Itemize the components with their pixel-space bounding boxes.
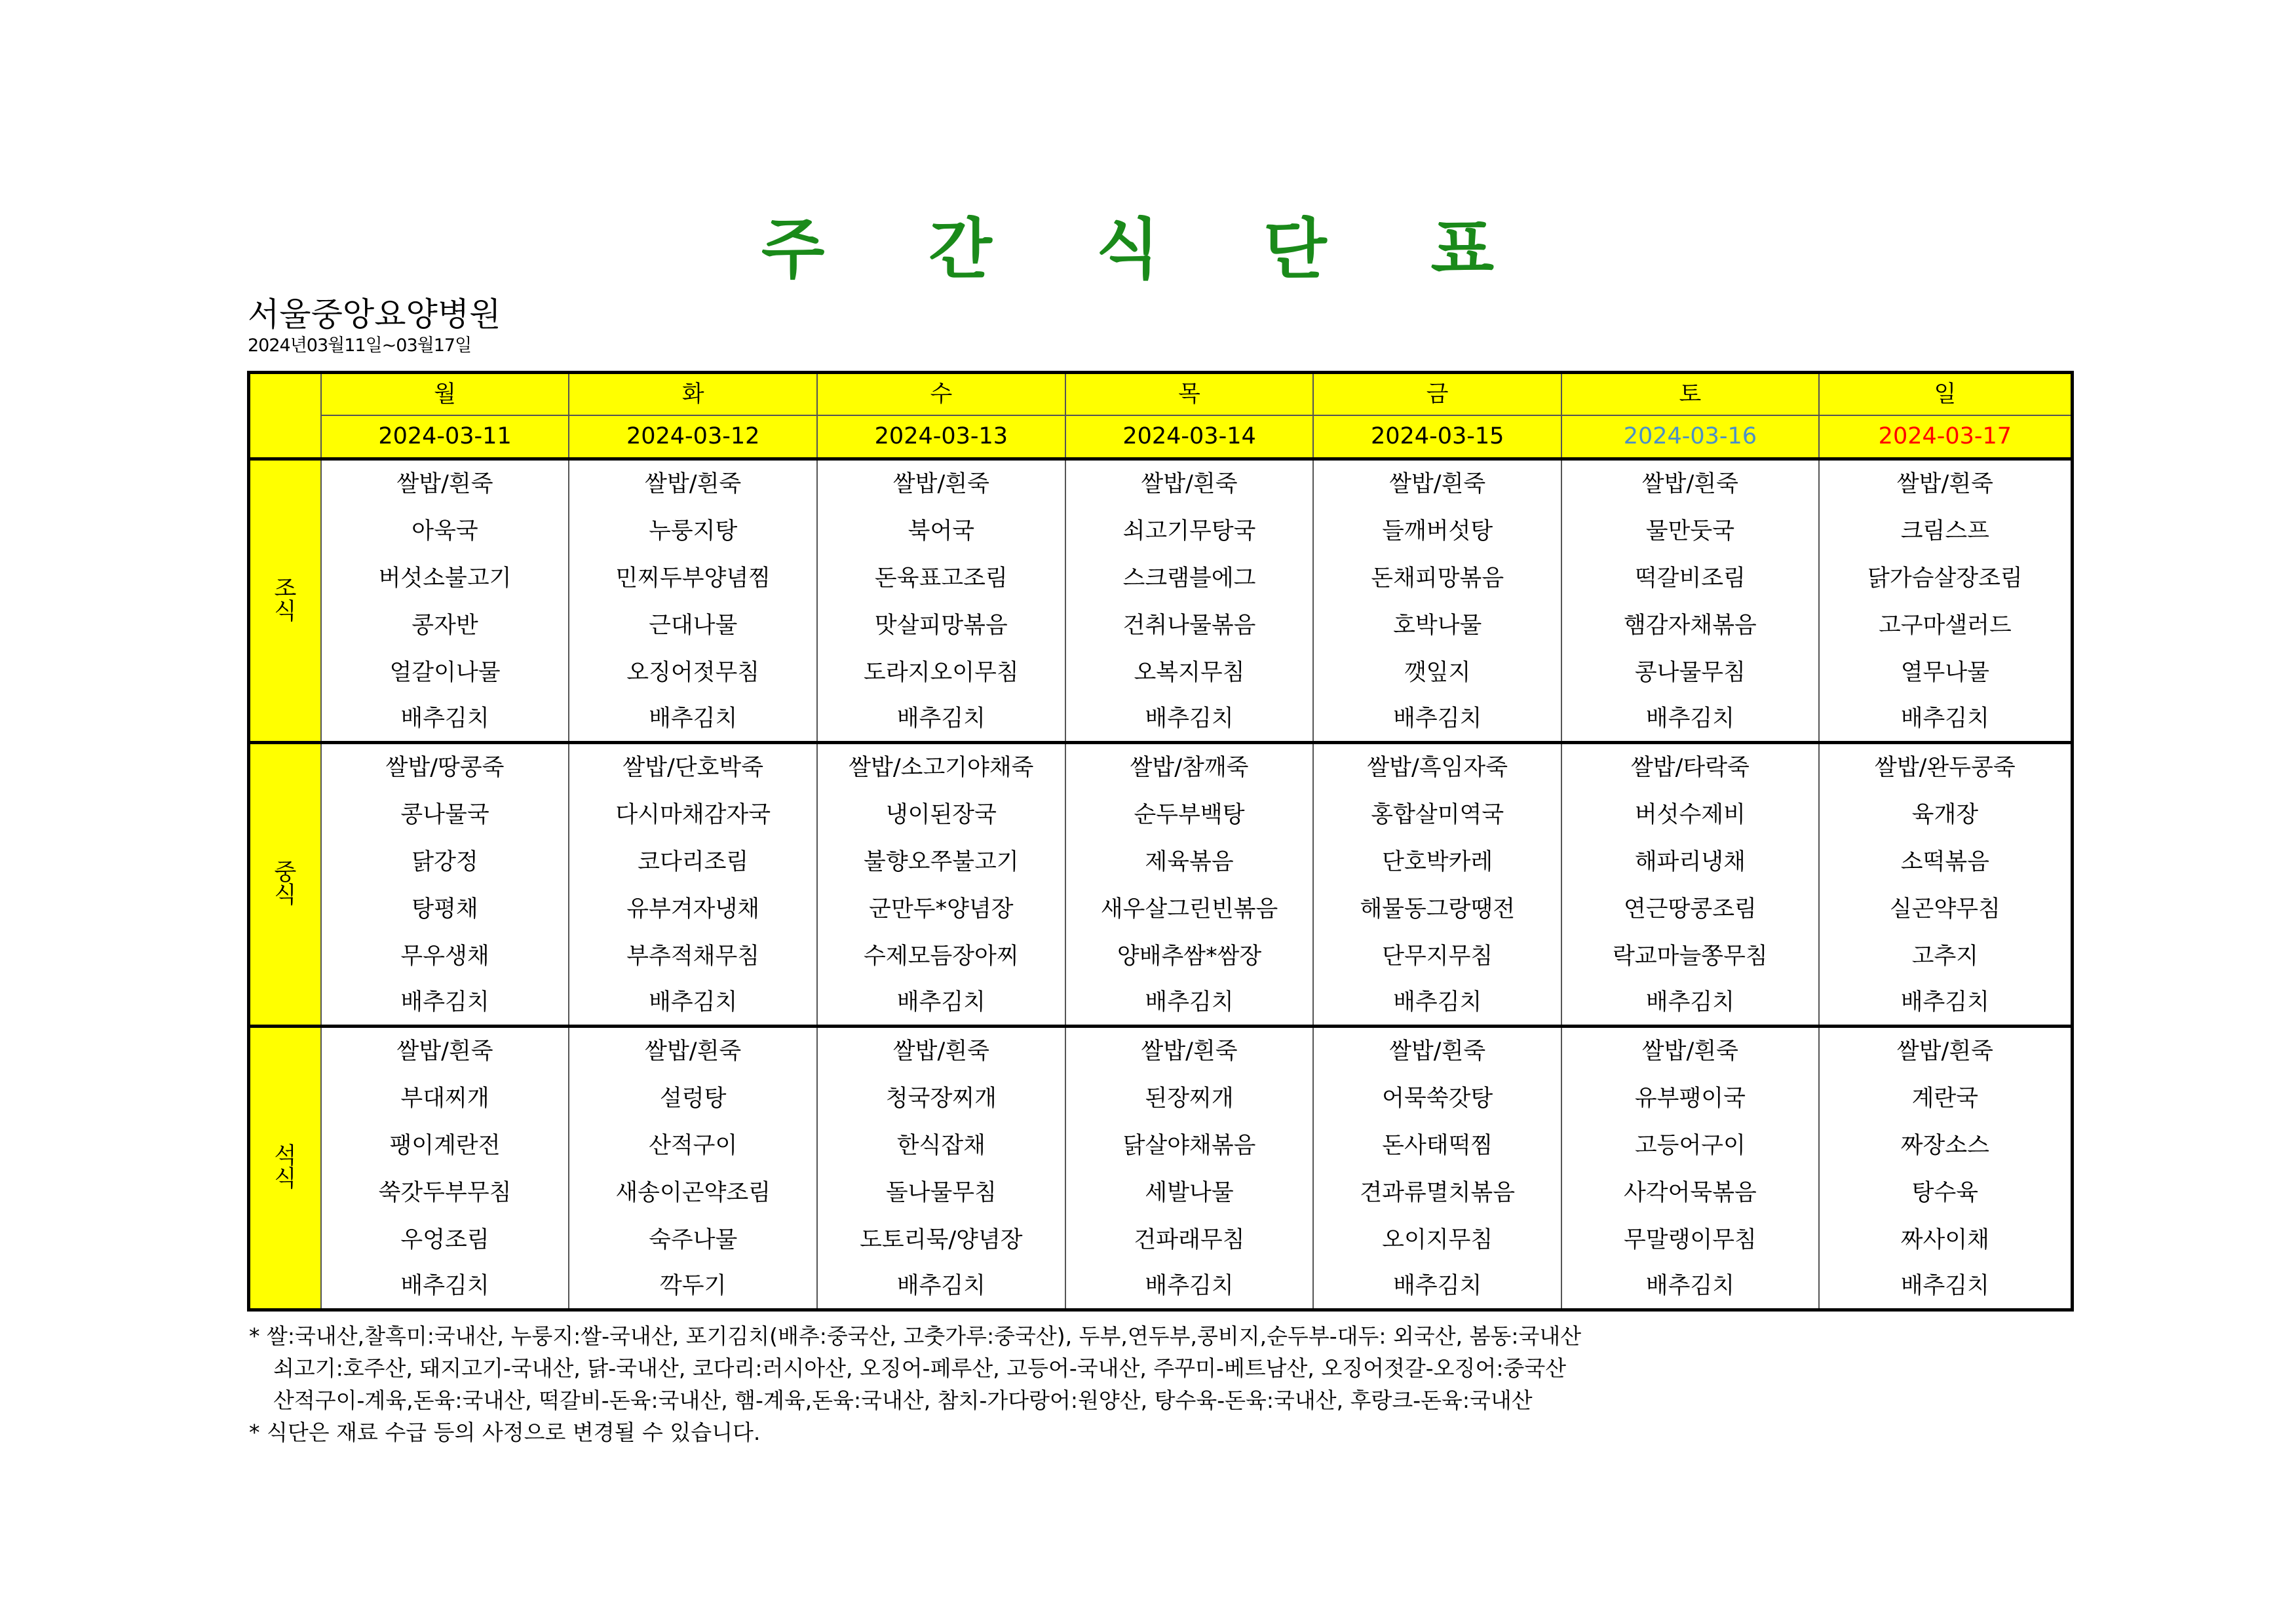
notes-section [249, 1320, 1581, 1448]
dish-item: 배추김치 [400, 989, 489, 1015]
dish-item: 쌀밥/타락죽 [1630, 754, 1750, 781]
day-sun: 일 [1819, 373, 2073, 416]
dish-item: 쌀밥/흰죽 [1641, 1038, 1738, 1065]
dish-item: 새우살그린빈볶음 [1100, 896, 1278, 922]
dinner-day-5-cell [1561, 1027, 1819, 1310]
day-sat: 토 [1561, 373, 1819, 416]
dish-item: 얼갈이나물 [389, 659, 501, 686]
dinner-day-2-cell [817, 1027, 1065, 1310]
breakfast-day-4-cell [1313, 459, 1561, 743]
dinner-label [249, 1027, 321, 1310]
dish-item: 해파리냉채 [1634, 848, 1746, 875]
day-mon: 월 [321, 373, 569, 416]
meal-label-char: 식 [274, 599, 297, 625]
dish-item: 배추김치 [896, 1272, 985, 1299]
dish-item: 버섯수제비 [1634, 801, 1746, 828]
dish-item: 산적구이 [649, 1132, 738, 1159]
note-origin-1: * 쌀:국내산,찰흑미:국내산, 누룽지:쌀-국내산, 포기김치(배추:중국산, 고춧가루:중국산), 두부,연두부,콩비지,순두부-대두: 외국산, 봄동:국내산 [249, 1323, 1582, 1349]
dish-item: 쌀밥/흰죽 [396, 1038, 493, 1065]
dinner-day-4-cell [1313, 1027, 1561, 1310]
dish-item: 배추김치 [1645, 989, 1735, 1015]
dish-item: 햄감자채볶음 [1623, 612, 1757, 639]
dish-item: 부대찌개 [400, 1085, 489, 1112]
dish-item: 배추김치 [400, 705, 489, 732]
dish-item: 누룽지탕 [649, 518, 738, 544]
dish-item: 콩자반 [411, 612, 478, 639]
dish-item: 한식잡채 [896, 1132, 985, 1159]
day-header-row [249, 373, 2073, 416]
dish-item: 쌀밥/흑임자죽 [1367, 754, 1508, 781]
dish-item: 팽이계란전 [389, 1132, 501, 1159]
date-wed: 2024-03-13 [817, 415, 1065, 459]
date-thu: 2024-03-14 [1065, 415, 1314, 459]
dish-item: 배추김치 [1145, 989, 1234, 1015]
date-sat: 2024-03-16 [1561, 415, 1819, 459]
lunch-row [249, 743, 2073, 1027]
dish-item: 배추김치 [1645, 705, 1735, 732]
lunch-day-6-cell [1819, 743, 2073, 1027]
date-fri: 2024-03-15 [1313, 415, 1561, 459]
breakfast-label [249, 459, 321, 743]
dish-item: 소떡볶음 [1900, 848, 1989, 875]
day-wed: 수 [817, 373, 1065, 416]
day-thu: 목 [1065, 373, 1314, 416]
dish-item: 락교마늘쫑무침 [1613, 943, 1768, 970]
weekly-menu-table [247, 371, 2074, 1312]
corner-cell [249, 373, 321, 459]
dish-item: 쌀밥/흰죽 [1141, 470, 1238, 497]
dish-item: 어묵쑥갓탕 [1382, 1085, 1493, 1112]
dish-item: 무우생채 [400, 943, 489, 970]
dish-item: 쌀밥/흰죽 [645, 470, 742, 497]
dish-item: 배추김치 [1393, 1272, 1482, 1299]
breakfast-row [249, 459, 2073, 743]
dish-item: 크림스프 [1900, 518, 1989, 544]
dish-item: 민찌두부양념찜 [615, 565, 771, 592]
dish-item: 돈육표고조림 [874, 565, 1008, 592]
dish-item: 부추적채무침 [626, 943, 760, 970]
dish-item: 쌀밥/흰죽 [892, 1038, 989, 1065]
dish-item: 콩나물무침 [1634, 659, 1746, 686]
dish-item: 우엉조림 [400, 1226, 489, 1253]
dish-item: 배추김치 [400, 1272, 489, 1299]
dish-item: 배추김치 [1900, 989, 1989, 1015]
dish-item: 청국장찌개 [885, 1085, 997, 1112]
note-change-notice: * 식단은 재료 수급 등의 사정으로 변경될 수 있습니다. [249, 1420, 761, 1445]
meal-label-char: 식 [274, 1166, 297, 1192]
meal-label-char: 조 [274, 576, 297, 602]
dish-item: 군만두*양념장 [869, 896, 1014, 922]
dish-item: 배추김치 [896, 989, 985, 1015]
dish-item: 무말랭이무침 [1623, 1226, 1757, 1253]
lunch-label [249, 743, 321, 1027]
dish-item: 수제모듬장아찌 [864, 943, 1019, 970]
dish-item: 된장찌개 [1145, 1085, 1234, 1112]
dish-item: 육개장 [1911, 801, 1979, 828]
dish-item: 쌀밥/단호박죽 [622, 754, 764, 781]
dish-item: 불향오쭈불고기 [864, 848, 1019, 875]
dish-item: 배추김치 [1900, 1272, 1989, 1299]
dish-item: 사각어묵볶음 [1623, 1179, 1757, 1206]
dish-item: 쌀밥/완두콩죽 [1875, 754, 2016, 781]
dinner-row [249, 1027, 2073, 1310]
dish-item: 견과류멸치볶음 [1360, 1179, 1516, 1206]
dish-item: 들깨버섯탕 [1382, 518, 1493, 544]
dish-item: 배추김치 [649, 705, 738, 732]
dish-item: 쌀밥/흰죽 [892, 470, 989, 497]
dish-item: 쌀밥/흰죽 [645, 1038, 742, 1065]
lunch-day-1-cell [569, 743, 817, 1027]
lunch-day-2-cell [817, 743, 1065, 1027]
dish-item: 깻잎지 [1404, 659, 1471, 686]
date-header-row [249, 415, 2073, 459]
dish-item: 다시마채감자국 [615, 801, 771, 828]
dish-item: 단호박카레 [1382, 848, 1493, 875]
dish-item: 배추김치 [1393, 705, 1482, 732]
dinner-day-3-cell [1065, 1027, 1314, 1310]
dish-item: 근대나물 [649, 612, 738, 639]
dish-item: 깍두기 [659, 1272, 727, 1299]
meal-label-char: 석 [274, 1143, 297, 1169]
dish-item: 배추김치 [896, 705, 985, 732]
dinner-day-1-cell [569, 1027, 817, 1310]
dish-item: 호박나물 [1393, 612, 1482, 639]
dish-item: 도라지오이무침 [864, 659, 1019, 686]
dish-item: 돈사태떡찜 [1382, 1132, 1493, 1159]
dish-item: 돈채피망볶음 [1371, 565, 1504, 592]
day-fri: 금 [1313, 373, 1561, 416]
dish-item: 쌀밥/흰죽 [1389, 1038, 1486, 1065]
note-origin-2: 쇠고기:호주산, 돼지고기-국내산, 닭-국내산, 코다리:러시아산, 오징어-페루산, 고등어-국내산, 주꾸미-베트남산, 오징어젓갈-오징어:중국산 [273, 1355, 1567, 1381]
dish-item: 홍합살미역국 [1371, 801, 1504, 828]
dinner-day-0-cell [321, 1027, 569, 1310]
dish-item: 떡갈비조림 [1634, 565, 1746, 592]
breakfast-day-2-cell [817, 459, 1065, 743]
dish-item: 쌀밥/흰죽 [1389, 470, 1486, 497]
dish-item: 새송이곤약조림 [615, 1179, 771, 1206]
lunch-day-4-cell [1313, 743, 1561, 1027]
dish-item: 쌀밥/땅콩죽 [385, 754, 505, 781]
dish-item: 배추김치 [649, 989, 738, 1015]
dish-item: 코다리조림 [638, 848, 749, 875]
breakfast-day-6-cell [1819, 459, 2073, 743]
dish-item: 닭강정 [411, 848, 478, 875]
dish-item: 탕평채 [411, 896, 478, 922]
dish-item: 열무나물 [1900, 659, 1989, 686]
dish-item: 버섯소불고기 [378, 565, 512, 592]
dish-item: 순두부백탕 [1134, 801, 1245, 828]
dish-item: 콩나물국 [400, 801, 489, 828]
dish-item: 양배추쌈*쌈장 [1117, 943, 1262, 970]
dish-item: 고추지 [1911, 943, 1979, 970]
dish-item: 해물동그랑땡전 [1360, 896, 1516, 922]
breakfast-day-3-cell [1065, 459, 1314, 743]
date-tue: 2024-03-12 [569, 415, 817, 459]
lunch-day-0-cell [321, 743, 569, 1027]
dish-item: 건파래무침 [1134, 1226, 1245, 1253]
dish-item: 유부팽이국 [1634, 1085, 1746, 1112]
dish-item: 오징어젓무침 [626, 659, 760, 686]
dish-item: 쌀밥/참깨죽 [1130, 754, 1249, 781]
dish-item: 쌀밥/흰죽 [1141, 1038, 1238, 1065]
dish-item: 오이지무침 [1382, 1226, 1493, 1253]
dish-item: 쇠고기무탕국 [1122, 518, 1256, 544]
date-mon: 2024-03-11 [321, 415, 569, 459]
dish-item: 짜사이채 [1900, 1226, 1989, 1253]
dish-item: 쌀밥/흰죽 [1896, 470, 1993, 497]
dinner-day-6-cell [1819, 1027, 2073, 1310]
dish-item: 세발나물 [1145, 1179, 1234, 1206]
dish-item: 물만둣국 [1645, 518, 1735, 544]
dish-item: 닭가슴살장조림 [1867, 565, 2023, 592]
dish-item: 배추김치 [1645, 1272, 1735, 1299]
dish-item: 쌀밥/흰죽 [396, 470, 493, 497]
meal-label-char: 중 [274, 859, 297, 886]
dish-item: 탕수육 [1911, 1179, 1979, 1206]
dish-item: 고구마샐러드 [1878, 612, 2012, 639]
dish-item: 맛살피망볶음 [874, 612, 1008, 639]
dish-item: 쌀밥/흰죽 [1896, 1038, 1993, 1065]
dish-item: 쌀밥/흰죽 [1641, 470, 1738, 497]
dish-item: 단무지무침 [1382, 943, 1493, 970]
menu-period: 2024년03월11일~03월17일 [248, 335, 472, 356]
dish-item: 냉이된장국 [885, 801, 997, 828]
dish-item: 도토리묵/양념장 [860, 1226, 1023, 1253]
note-origin-3: 산적구이-계육,돈육:국내산, 떡갈비-돈육:국내산, 햄-계육,돈육:국내산, 참치-가다랑어:원양산, 탕수육-돈육:국내산, 후랑크-돈육:국내산 [273, 1388, 1533, 1413]
dish-item: 북어국 [908, 518, 975, 544]
dish-item: 계란국 [1911, 1085, 1979, 1112]
dish-item: 배추김치 [1393, 989, 1482, 1015]
dish-item: 닭살야채볶음 [1122, 1132, 1256, 1159]
dish-item: 배추김치 [1900, 705, 1989, 732]
lunch-day-3-cell [1065, 743, 1314, 1027]
page-title: 주 간 식 단 표 [761, 211, 1535, 288]
dish-item: 짜장소스 [1900, 1132, 1989, 1159]
dish-item: 스크램블에그 [1122, 565, 1256, 592]
dish-item: 숙주나물 [649, 1226, 738, 1253]
dish-item: 쑥갓두부무침 [378, 1179, 512, 1206]
dish-item: 오복지무침 [1134, 659, 1245, 686]
meal-label-char: 식 [274, 882, 297, 909]
dish-item: 설렁탕 [659, 1085, 727, 1112]
dish-item: 실곤약무침 [1889, 896, 2000, 922]
dish-item: 쌀밥/소고기야채죽 [849, 754, 1034, 781]
dish-item: 유부겨자냉채 [626, 896, 760, 922]
dish-item: 배추김치 [1145, 705, 1234, 732]
dish-item: 돌나물무침 [885, 1179, 997, 1206]
dish-item: 고등어구이 [1634, 1132, 1746, 1159]
dish-item: 제육볶음 [1145, 848, 1234, 875]
day-tue: 화 [569, 373, 817, 416]
dish-item: 건취나물볶음 [1122, 612, 1256, 639]
dish-item: 배추김치 [1145, 1272, 1234, 1299]
lunch-day-5-cell [1561, 743, 1819, 1027]
breakfast-day-5-cell [1561, 459, 1819, 743]
breakfast-day-0-cell [321, 459, 569, 743]
breakfast-day-1-cell [569, 459, 817, 743]
date-sun: 2024-03-17 [1819, 415, 2073, 459]
dish-item: 아욱국 [411, 518, 478, 544]
dish-item: 연근땅콩조림 [1623, 896, 1757, 922]
hospital-name: 서울중앙요양병원 [248, 295, 501, 333]
